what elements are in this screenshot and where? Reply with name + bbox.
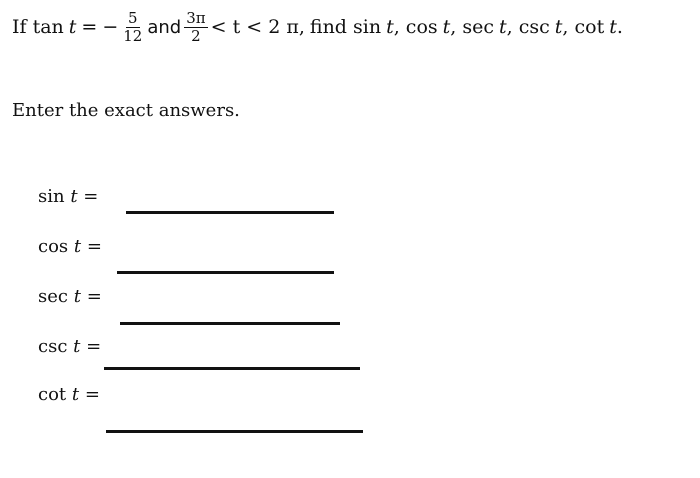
cot-label — [38, 384, 100, 405]
and-word: and — [147, 16, 182, 38]
sin-label — [38, 186, 98, 207]
problem-variable: t — [68, 16, 77, 38]
func-variable: t — [73, 286, 81, 307]
equals-sign: = — [86, 336, 102, 357]
list-csc: , csc — [506, 16, 550, 38]
instruction-text: Enter the exact answers. — [12, 100, 240, 121]
func-name: sec — [38, 286, 68, 307]
fraction-numerator: 5 — [128, 8, 138, 27]
minus-sign: − — [102, 16, 119, 38]
problem-variable: t — [442, 16, 451, 38]
fraction-denominator: 2 — [191, 26, 201, 45]
sec-label — [38, 286, 102, 307]
period: . — [616, 16, 623, 38]
fraction-denominator: 12 — [123, 26, 143, 45]
problem-statement — [12, 8, 623, 46]
func-name: cot — [38, 384, 67, 405]
fraction-five-twelfths — [121, 8, 144, 45]
find-text: find sin — [309, 16, 382, 38]
func-variable: t — [73, 336, 81, 357]
equals-sign: = — [84, 384, 100, 405]
equals-sign: = — [86, 236, 102, 257]
func-name: sin — [38, 186, 65, 207]
func-variable: t — [73, 236, 82, 257]
cos-label — [38, 236, 102, 257]
sin-answer-field[interactable] — [126, 211, 334, 214]
func-name: csc — [38, 336, 68, 357]
list-sec: , sec — [450, 16, 494, 38]
list-cot: , cot — [562, 16, 605, 38]
problem-variable: t — [386, 16, 394, 38]
problem-variable: t — [499, 16, 507, 38]
csc-answer-field[interactable] — [104, 367, 360, 370]
func-name: cos — [38, 236, 69, 257]
inequality-text: < t < 2 π, — [210, 16, 305, 38]
equals-sign: = — [86, 286, 102, 307]
sec-answer-field[interactable] — [120, 322, 340, 325]
func-variable: t — [70, 186, 78, 207]
fraction-numerator: 3π — [186, 8, 206, 27]
problem-variable: t — [554, 16, 563, 38]
csc-label — [38, 336, 101, 357]
list-cos: , cos — [393, 16, 438, 38]
fraction-three-pi-over-two — [184, 8, 207, 45]
equals-sign: = — [81, 16, 98, 38]
cot-answer-field[interactable] — [106, 430, 363, 433]
func-variable: t — [71, 384, 80, 405]
problem-variable: t — [609, 16, 617, 38]
problem-prefix: If tan — [12, 16, 64, 38]
cos-answer-field[interactable] — [117, 271, 334, 274]
equals-sign: = — [83, 186, 99, 207]
